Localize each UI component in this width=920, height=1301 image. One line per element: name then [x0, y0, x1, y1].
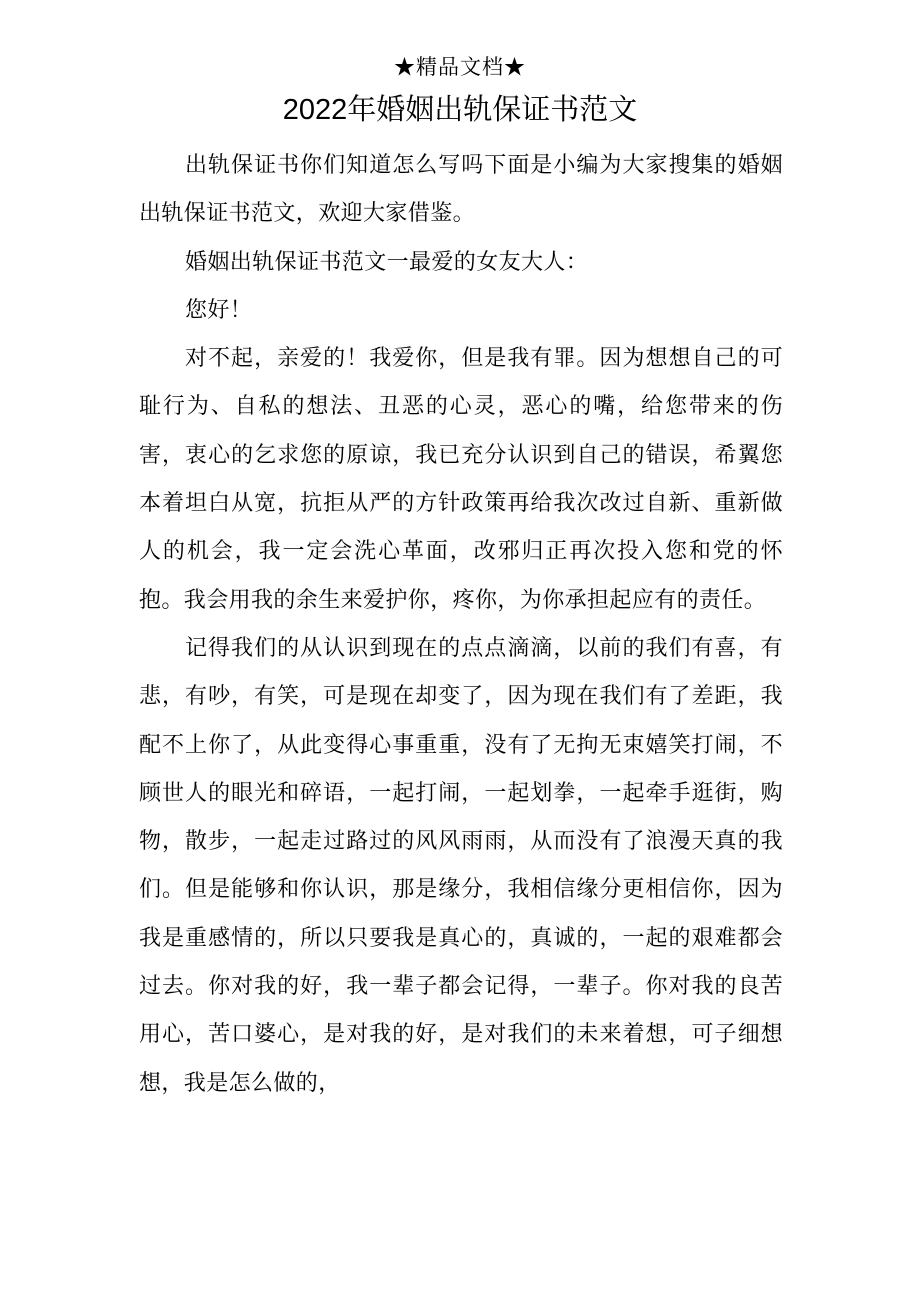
document-body: [139, 142, 783, 1108]
paragraph: 您好！: [185, 297, 253, 323]
paragraph: 婚姻出轨保证书范文一最爱的女友大人：: [185, 249, 589, 275]
paragraph: 出轨保证书你们知道怎么写吗下面是小编为大家搜集的婚姻出轨保证书范文，欢迎大家借鉴。: [139, 153, 783, 227]
document-title: 2022年婚姻出轨保证书范文: [282, 94, 638, 126]
paragraph: 对不起，亲爱的！我爱你，但是我有罪。因为想想自己的可耻行为、自私的想法、丑恶的心灵，恶心的嘴，给您带来的伤害，衷心的乞求您的原谅，我已充分认识到自己的错误，希翼您本着坦白从宽，抗拒从严的方针政策再给我次改过自新、重新做人的机会，我一定会洗心革面，改邪归正再次投入您和党的怀抱。我会用我的余生来爱护你，疼你，为你承担起应有的责任。: [139, 346, 783, 613]
document-header: ★精品文档★: [394, 55, 526, 79]
paragraph: 记得我们的从认识到现在的点点滴滴，以前的我们有喜，有悲，有吵，有笑，可是现在却变了，因为现在我们有了差距，我配不上你了，从此变得心事重重，没有了无拘无束嬉笑打闹，不顾世人的眼光和碎语，一起打闹，一起划拳，一起牵手逛街，购物，散步，一起走过路过的风风雨雨，从而没有了浪漫天真的我们。但是能够和你认识，那是缘分，我相信缘分更相信你，因为我是重感情的，所以只要我是真心的，真诚的，一起的艰难都会过去。你对我的好，我一辈子都会记得，一辈子。你对我的良苦用心，苦口婆心，是对我的好，是对我们的未来着想，可子细想想，我是怎么做的，: [139, 635, 783, 1096]
